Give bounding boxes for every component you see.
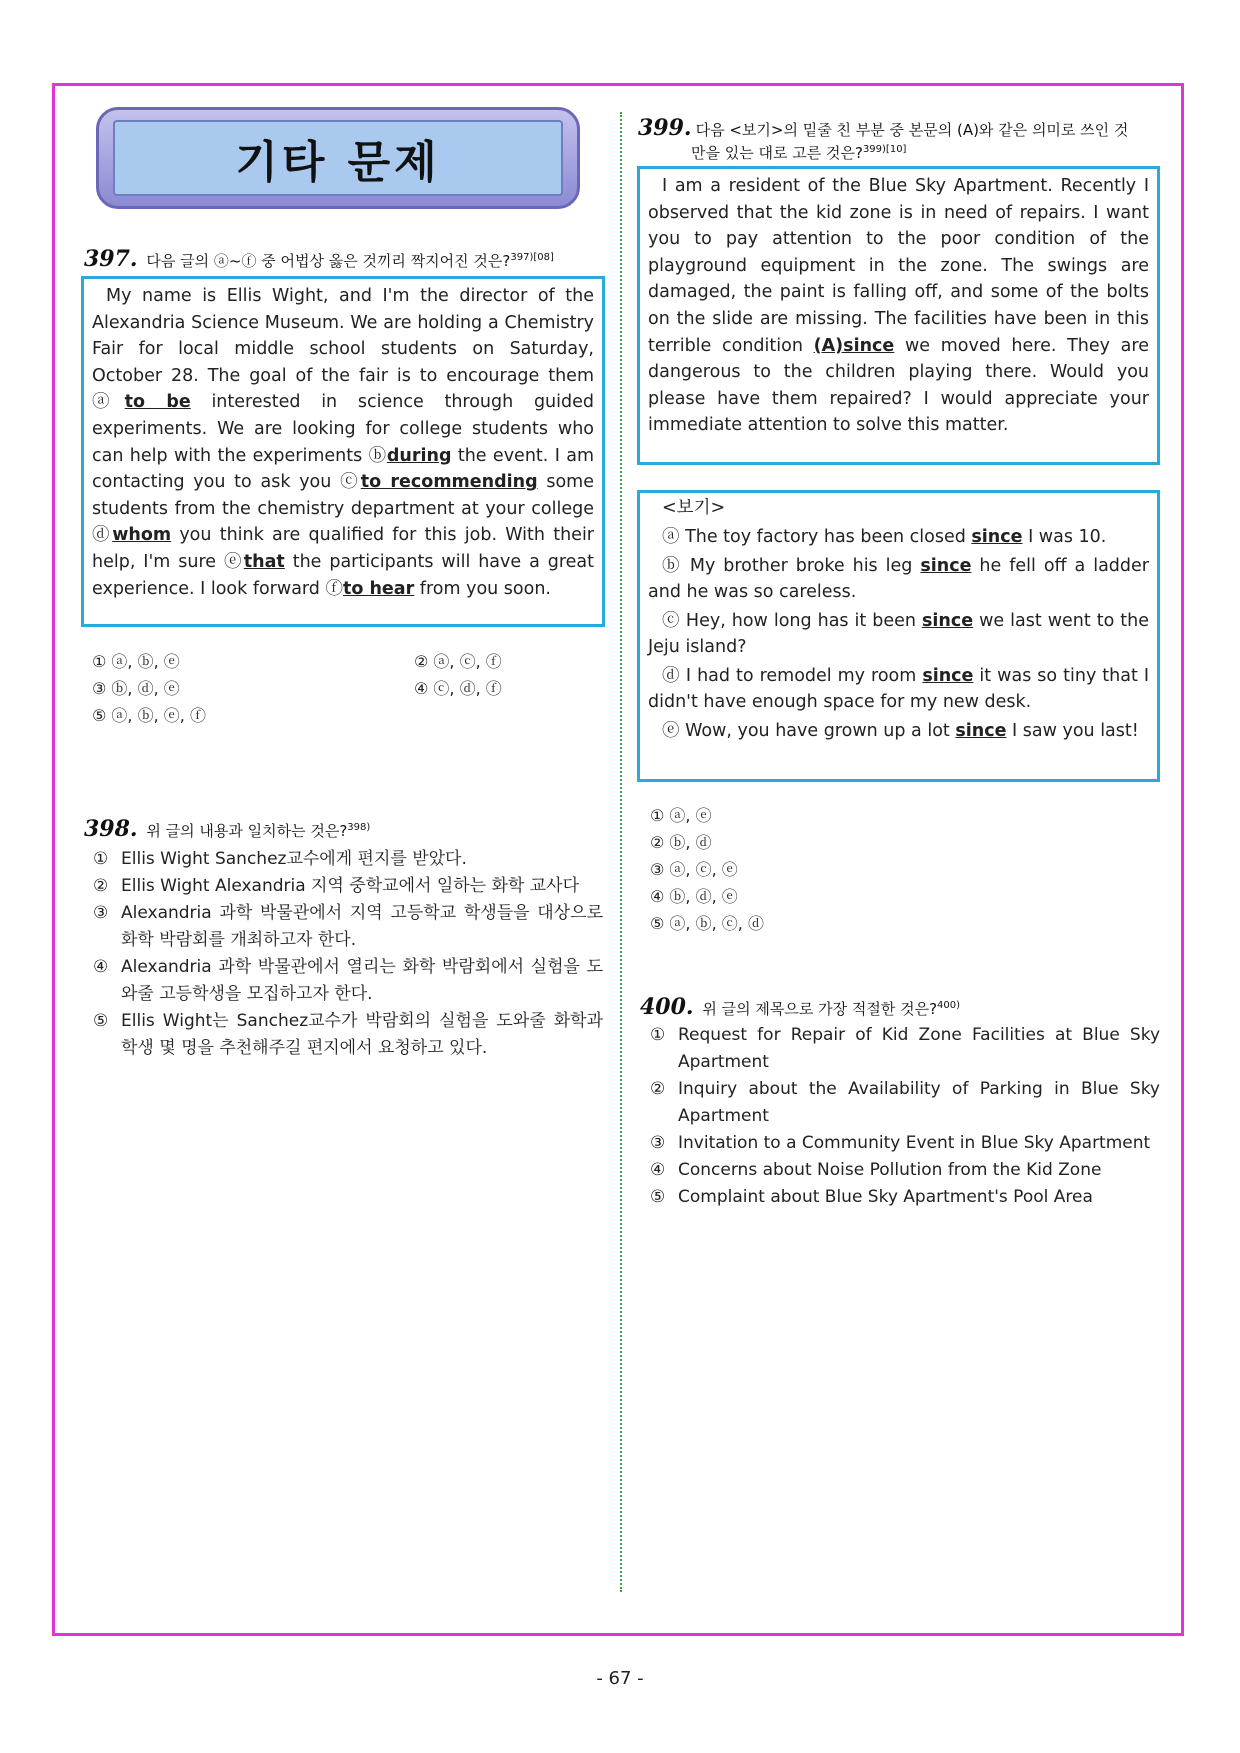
q399-prompt-line2: 만을 있는 대로 고른 것은? <box>691 144 863 162</box>
bogi-text: ⓐ The toy factory has been closed <box>662 527 972 547</box>
q399-header <box>638 115 1162 163</box>
option-text: Inquiry about the Availability of Parking in Blue Sky Apartment <box>678 1079 1160 1126</box>
q398-options <box>93 846 603 1062</box>
option-1[interactable] <box>650 1022 1160 1076</box>
passage-text: some students from the chemistry department at your college ⓓ <box>92 472 594 546</box>
option-number: ④ <box>650 1160 666 1180</box>
choice-item[interactable]: ② ⓑ, ⓓ <box>650 833 712 852</box>
option-3[interactable] <box>93 900 603 954</box>
q397-number: 397. <box>84 246 138 272</box>
option-text: Alexandria 과학 박물관에서 지역 고등학교 학생들을 대상으로 화학 박람회를 개최하고자 한다. <box>121 903 603 950</box>
option-number: ② <box>650 1079 666 1099</box>
bogi-text: ⓔ Wow, you have grown up a lot <box>662 721 956 741</box>
bogi-item-e <box>648 718 1149 744</box>
q400-number: 400. <box>640 994 694 1020</box>
option-number: ① <box>650 1025 666 1045</box>
option-text: Ellis Wight Sanchez교수에게 편지를 받았다. <box>121 849 467 869</box>
choice-item[interactable]: ③ ⓑ, ⓓ, ⓔ <box>92 679 180 698</box>
underlined-a: to be <box>124 392 191 413</box>
q398-prompt: 위 글의 내용과 일치하는 것은? <box>146 822 348 840</box>
bogi-keyword: since <box>955 721 1007 741</box>
bogi-text: we last went to the Jeju island? <box>648 611 1149 657</box>
bogi-text: I was 10. <box>1022 527 1107 547</box>
bogi-item-a <box>648 524 1149 550</box>
q399-choices <box>650 802 1050 937</box>
option-text: Ellis Wight Alexandria 지역 중학교에서 일하는 화학 교사다 <box>121 876 579 896</box>
q397-prompt: 다음 글의 ⓐ~ⓕ 중 어법상 옳은 것끼리 짝지어진 것은? <box>146 252 511 270</box>
q398-ref: 398) <box>347 822 371 833</box>
choice-item[interactable]: ③ ⓐ, ⓒ, ⓔ <box>650 860 738 879</box>
bogi-text: he fell off a ladder and he was so careless. <box>648 556 1149 602</box>
option-2[interactable] <box>93 873 603 900</box>
bogi-item-b <box>648 553 1149 605</box>
bogi-text: ⓓ I had to remodel my room <box>662 666 923 686</box>
choice-item[interactable]: ① ⓐ, ⓑ, ⓔ <box>92 652 180 671</box>
passage-text: the event. I am contacting you to ask you ⓒ <box>92 445 594 493</box>
q397-ref: 397)[08] <box>510 252 554 263</box>
underlined-f: to hear <box>342 578 415 599</box>
option-text: Concerns about Noise Pollution from the Kid Zone <box>678 1160 1102 1180</box>
q398-number: 398. <box>84 816 138 842</box>
option-number: ② <box>93 876 109 896</box>
option-number: ⑤ <box>93 1011 109 1031</box>
q397-passage-text <box>92 283 594 602</box>
q398-header <box>84 818 604 841</box>
choice-item[interactable]: ⑤ ⓐ, ⓑ, ⓔ, ⓕ <box>92 706 206 725</box>
underlined-A: (A)since <box>813 335 895 356</box>
option-text: Request for Repair of Kid Zone Facilities at Blue Sky Apartment <box>678 1025 1160 1072</box>
q400-options <box>650 1022 1160 1211</box>
bogi-label: <보기> <box>662 498 726 518</box>
page-number: - 67 - <box>596 1668 644 1689</box>
underlined-b: during <box>386 445 452 466</box>
choice-item[interactable]: ④ ⓒ, ⓓ, ⓕ <box>414 679 502 698</box>
bogi-keyword: since <box>922 666 974 686</box>
q400-header <box>640 996 1160 1019</box>
q399-prompt-line1: 다음 <보기>의 밑줄 친 부분 중 본문의 (A)와 같은 의미로 쓰인 것 <box>695 121 1129 139</box>
bogi-text: ⓑ My brother broke his leg <box>662 556 921 576</box>
section-title: 기타 문제 <box>235 137 441 188</box>
bogi-text: it was so tiny that I didn't have enough space for my new desk. <box>648 666 1149 712</box>
option-text: Invitation to a Community Event in Blue Sky Apartment <box>678 1133 1151 1153</box>
option-number: ③ <box>93 903 109 923</box>
q400-prompt: 위 글의 제목으로 가장 적절한 것은? <box>702 1000 938 1018</box>
bogi-text: ⓒ Hey, how long has it been <box>662 611 922 631</box>
q399-passage-text <box>648 173 1149 439</box>
column-divider <box>620 112 622 1592</box>
underlined-c: to recommending <box>360 472 538 493</box>
passage-text: interested in science through guided experiments. We are looking for college students who can help with the experiments ⓑ <box>92 392 594 466</box>
option-1[interactable] <box>93 846 603 873</box>
bogi-keyword: since <box>971 527 1023 547</box>
option-4[interactable] <box>93 954 603 1008</box>
option-number: ④ <box>93 957 109 977</box>
bogi-keyword: since <box>920 556 972 576</box>
passage-text: you think are qualified for this job. With their help, I'm sure ⓔ <box>92 525 595 572</box>
option-number: ⑤ <box>650 1187 666 1207</box>
choice-item[interactable]: ② ⓐ, ⓒ, ⓕ <box>414 652 502 671</box>
option-4[interactable] <box>650 1157 1160 1184</box>
passage-text: the participants will have a great experience. I look forward ⓕ <box>92 551 594 599</box>
bogi-text: I saw you last! <box>1006 721 1139 741</box>
q399-passage <box>637 166 1160 465</box>
section-title-banner <box>96 107 580 209</box>
option-number: ① <box>93 849 109 869</box>
option-text: Complaint about Blue Sky Apartment's Pool Area <box>678 1187 1093 1207</box>
option-text: Ellis Wight는 Sanchez교수가 박람회의 실험을 도와줄 화학과 학생 몇 명을 추천해주길 편지에서 요청하고 있다. <box>121 1011 603 1058</box>
q397-passage <box>81 276 605 627</box>
passage-text: I am a resident of the Blue Sky Apartment. Recently I observed that the kid zone is in need of repairs. I want you to pay attention to the poor condition of the playground equipment in the zone. The swings are damaged, the paint is falling off, and some of the bolts on the slide are missing. The facilities have been in this terrible condition <box>648 176 1149 356</box>
option-2[interactable] <box>650 1076 1160 1130</box>
choice-item[interactable]: ④ ⓑ, ⓓ, ⓔ <box>650 887 738 906</box>
bogi-item-c <box>648 608 1149 660</box>
section-title-panel <box>113 120 563 196</box>
option-number: ③ <box>650 1133 666 1153</box>
passage-text: from you soon. <box>414 578 551 599</box>
choice-item[interactable]: ⑤ ⓐ, ⓑ, ⓒ, ⓓ <box>650 914 764 933</box>
q399-bogi-box <box>637 490 1160 782</box>
q399-ref: 399)[10] <box>862 144 907 155</box>
option-5[interactable] <box>650 1184 1160 1211</box>
q397-header <box>84 248 604 271</box>
bogi-keyword: since <box>921 611 974 631</box>
underlined-e: that <box>243 551 285 572</box>
option-text: Alexandria 과학 박물관에서 열리는 화학 박람회에서 실험을 도와줄 고등학생을 모집하고자 한다. <box>121 957 603 1004</box>
passage-text: My name is Ellis Wight, and I'm the director of the Alexandria Science Museum. We are holding a Chemistry Fair for local middle school students on Saturday, October 28. The goal of the fair is to encourage them ⓐ <box>92 286 594 413</box>
q397-choices <box>92 648 592 729</box>
underlined-d: whom <box>112 525 172 546</box>
q400-ref: 400) <box>937 1000 961 1011</box>
choice-item[interactable]: ① ⓐ, ⓔ <box>650 806 712 825</box>
option-3[interactable] <box>650 1130 1160 1157</box>
q399-number: 399. <box>638 115 692 141</box>
bogi-item-d <box>648 663 1149 715</box>
passage-text: we moved here. They are dangerous to the children playing there. Would you please have them repaired? I would appreciate your immediate attention to solve this matter. <box>648 335 1149 436</box>
option-5[interactable] <box>93 1008 603 1062</box>
